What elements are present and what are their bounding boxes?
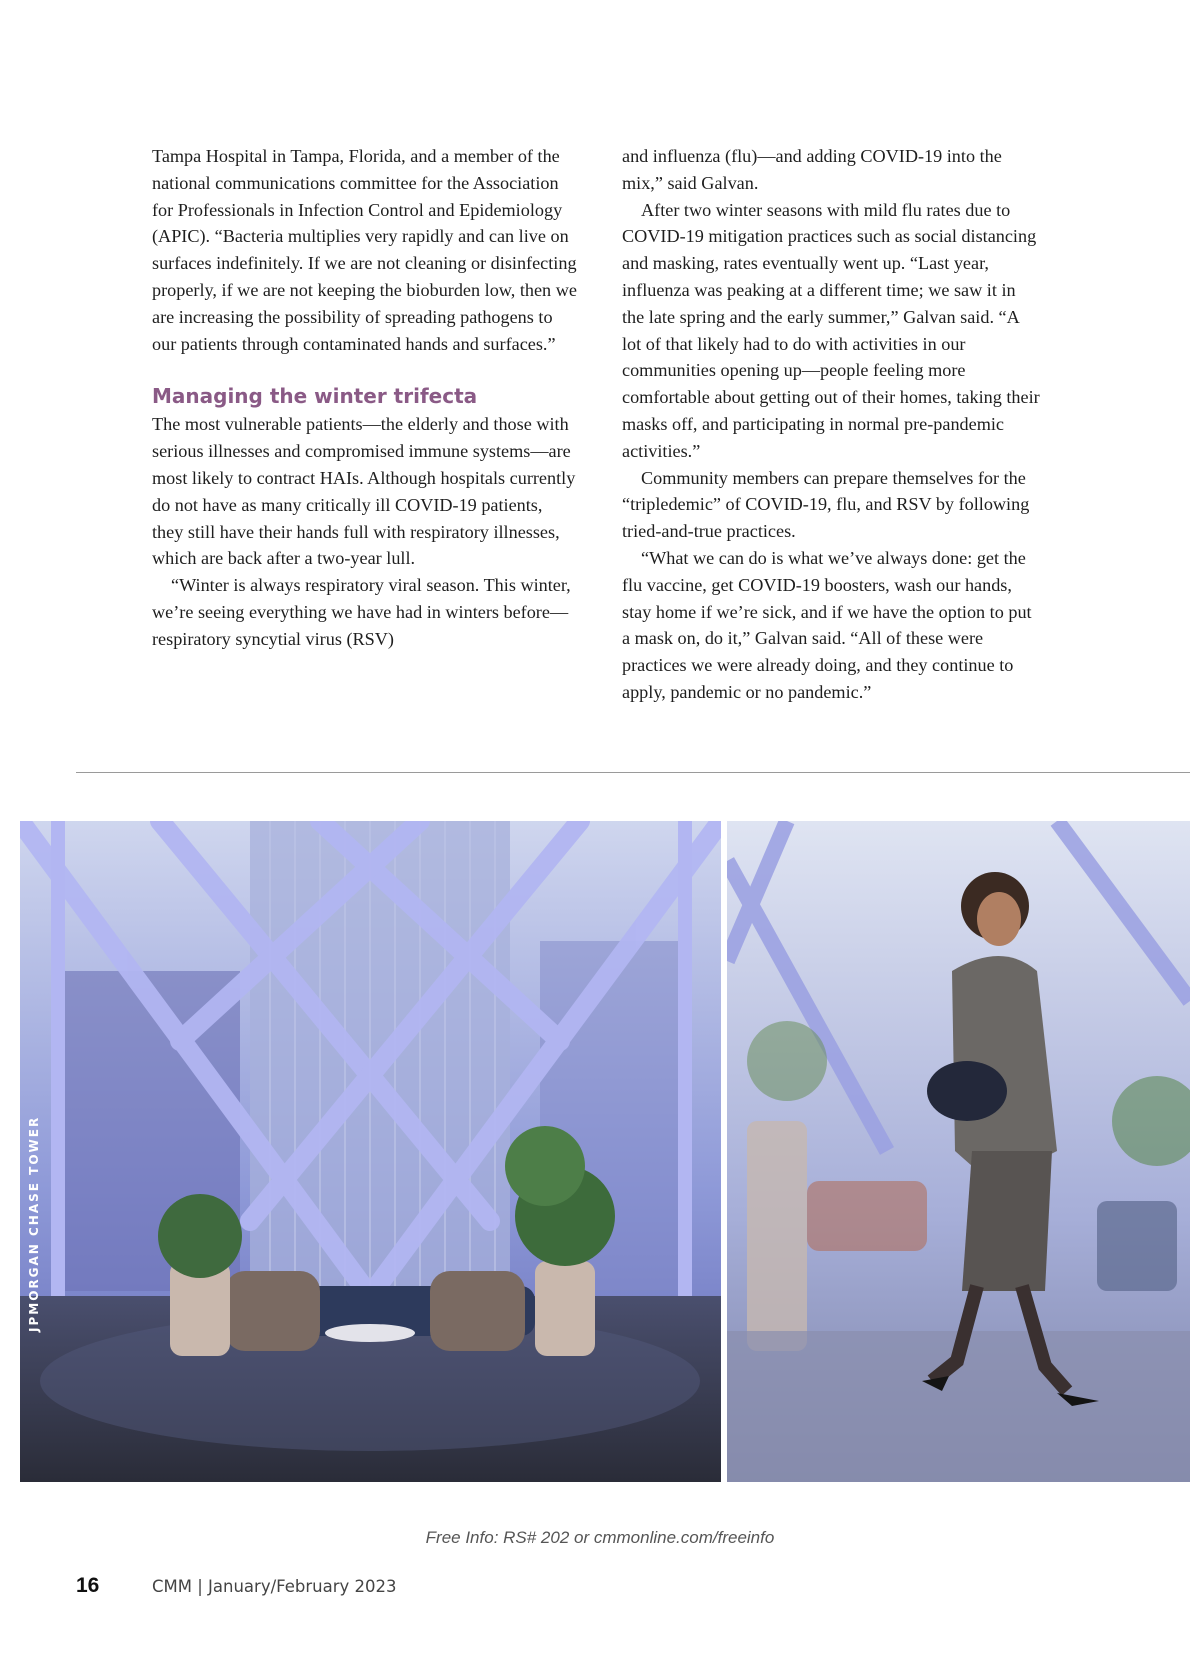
left-paragraph-3: “Winter is always respiratory viral season. This winter, we’re seeing everything we have had in winters before—respiratory syncytial virus (RSV)	[152, 575, 571, 649]
photo-credit: JPMORGAN CHASE TOWER	[27, 1115, 41, 1332]
article-left-column	[152, 143, 578, 653]
free-info-link[interactable]: Free Info: RS# 202 or cmmonline.com/freeinfo	[425, 1528, 775, 1547]
right-paragraph-4: “What we can do is what we’ve always done: get the flu vaccine, get COVID-19 boosters, wash our hands, stay home if we’re sick, and if we have the option to put a mask on, do it,” Galvan said. “All of these were practices we were already doing, and they continue to apply, pandemic or no pandemic.”	[622, 547, 1032, 702]
section-subhead: Managing the winter trifecta	[152, 384, 478, 409]
section-divider	[76, 772, 1190, 773]
right-paragraph-3: Community members can prepare themselves for the “tripledemic” of COVID-19, flu, and RSV by following tried-and-true practices.	[622, 467, 1030, 542]
publication-line: CMM | January/February 2023	[152, 1577, 397, 1596]
right-paragraph-1: and influenza (flu)—and adding COVID-19 into the mix,” said Galvan.	[622, 146, 1002, 193]
article-right-column	[622, 143, 1042, 706]
left-paragraph-2: The most vulnerable patients—the elderly and those with serious illnesses and compromised immune systems—are most likely to contract HAIs. Although hospitals currently do not have as many critically ill COVID-19 patients, they still have their hands full with respiratory illnesses, which are back after a two-year lull.	[152, 414, 576, 569]
lobby-photo	[20, 821, 721, 1482]
page-number: 16	[76, 1574, 100, 1597]
right-paragraph-2: After two winter seasons with mild flu rates due to COVID-19 mitigation practices such as social distancing and masking, rates eventually went up. “Last year, influenza was peaking at a different time; we saw it in the late spring and the early summer,” Galvan said. “A lot of that likely had to do with activities in our communities opening up—people feeling more comfortable about getting out of their homes, taking their masks off, and participating in normal pre-pandemic activities.”	[622, 199, 1040, 461]
woman-walking-photo	[727, 821, 1190, 1482]
left-paragraph-1: Tampa Hospital in Tampa, Florida, and a member of the national communications committee for the Association for Professionals in Infection Control and Epidemiology (APIC). “Bacteria multiplies very rapidly and can live on surfaces indefinitely. If we are not cleaning or disinfecting properly, if we are not keeping the bioburden low, then we are increasing the possibility of spreading pathogens to our patients through contaminated hands and surfaces.”	[152, 146, 577, 354]
